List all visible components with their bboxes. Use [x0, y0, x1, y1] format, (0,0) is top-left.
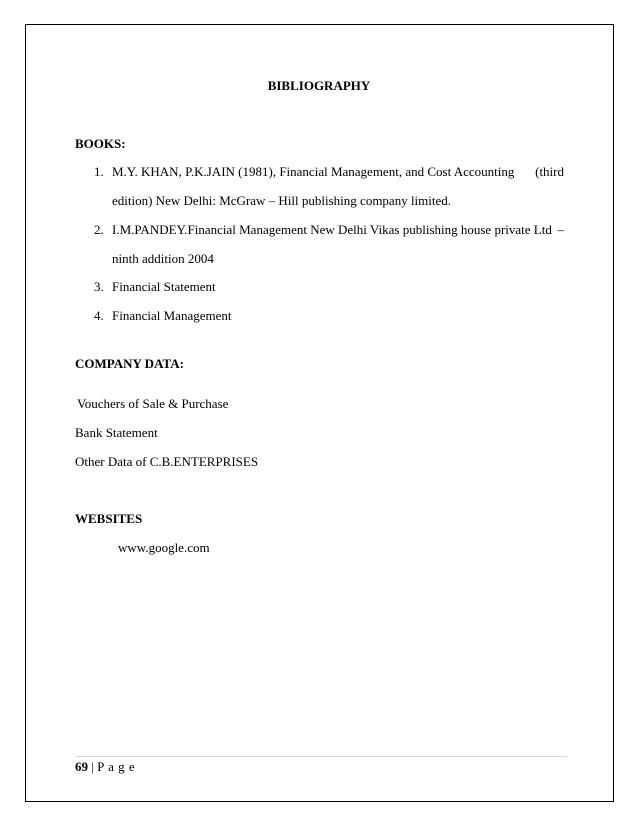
book-2-line-2: ninth addition 2004 — [112, 251, 214, 266]
footer-separator: | — [88, 759, 98, 774]
books-heading: BOOKS: — [75, 136, 126, 151]
book-1-line-2: edition) New Delhi: McGraw – Hill publishing company limited. — [112, 193, 452, 208]
book-4-text: Financial Management — [112, 308, 232, 323]
company-data-item-other-data: Other Data of C.B.ENTERPRISES — [75, 454, 259, 469]
book-4-number: 4. — [94, 308, 104, 323]
page-number: 69 — [75, 759, 88, 774]
websites-heading: WEBSITES — [75, 511, 143, 526]
book-1-tail-text: (third — [535, 164, 564, 179]
page-label: P a g e — [97, 759, 136, 774]
book-1-number: 1. — [94, 164, 104, 179]
page-footer — [75, 759, 135, 775]
company-data-item-bank-statement: Bank Statement — [75, 425, 158, 440]
book-3-number: 3. — [94, 279, 104, 294]
book-2-main-text: I.M.PANDEY.Financial Management New Delhi Vikas publishing house private Ltd — [112, 222, 552, 237]
book-2-number: 2. — [94, 222, 104, 237]
company-data-heading: COMPANY DATA: — [75, 356, 184, 371]
website-link-google[interactable]: www.google.com — [118, 540, 210, 555]
book-2-line-1 — [112, 222, 564, 238]
book-1-line-1 — [112, 164, 564, 180]
book-1-main-text: M.Y. KHAN, P.K.JAIN (1981), Financial Management, and Cost Accounting — [112, 164, 515, 179]
company-data-item-vouchers: Vouchers of Sale & Purchase — [74, 396, 229, 411]
book-3-text: Financial Statement — [112, 279, 216, 294]
footer-divider — [75, 756, 567, 757]
book-2-tail-text: – — [557, 222, 564, 237]
page-title: BIBLIOGRAPHY — [267, 78, 371, 93]
